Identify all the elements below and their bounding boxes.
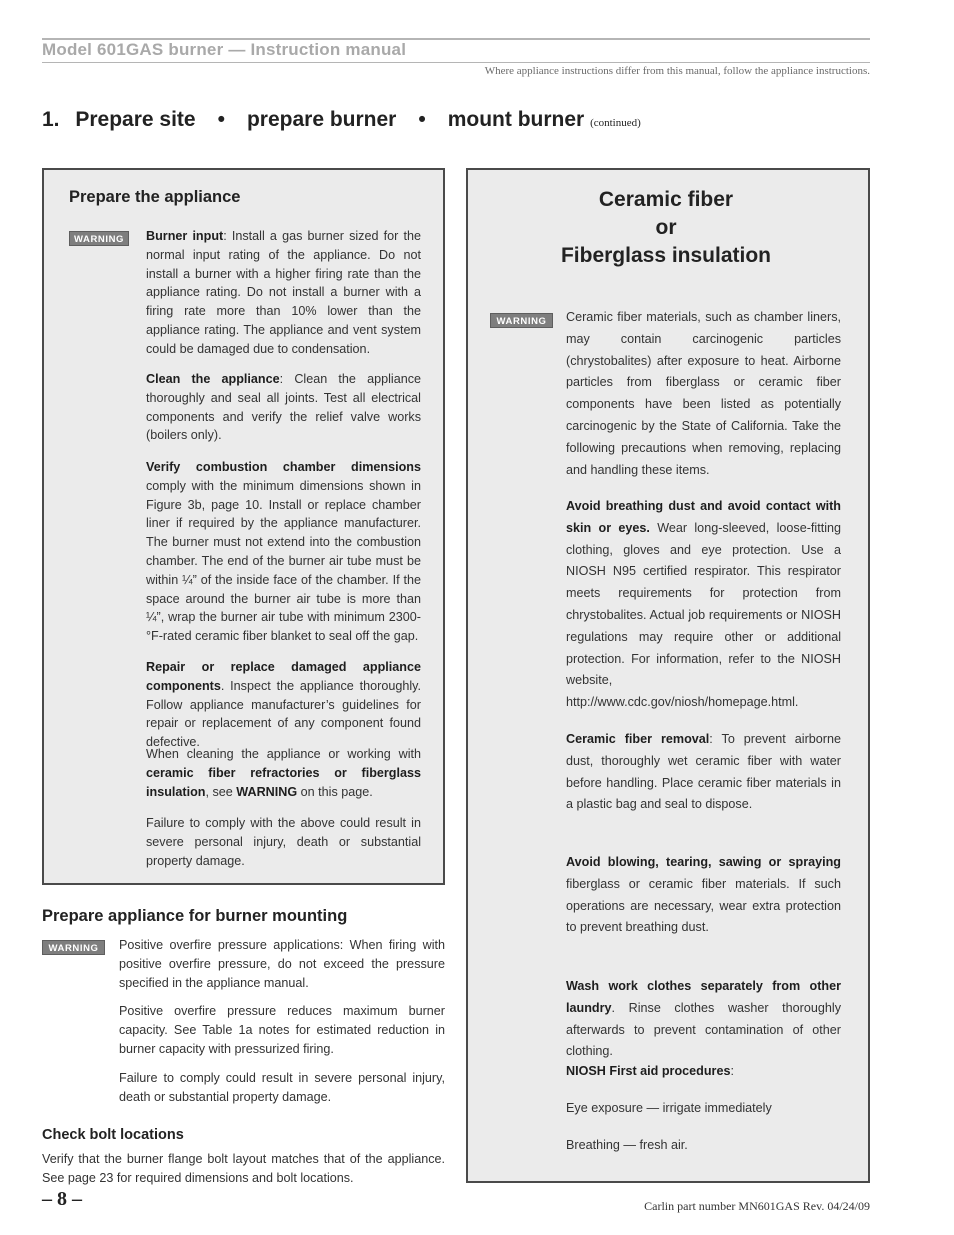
first-aid-paragraph bbox=[566, 1061, 841, 1083]
combustion-chamber-text: comply with the minimum dimensions shown in Figure 3b, page 10. Install or replace chamber liner if required by the appliance manufacturer. The burner must not extend into the combustion chamber. The end of the burner air tube must be within ¼” of the inside face of the chamber. If the space around the burner air tube is more than ¼”, wrap the burner air tube with minimum 2300-°F-rated ceramic fiber blanket to seal off the gap. bbox=[146, 478, 421, 644]
combustion-chamber-label: Verify combustion chamber dimensions bbox=[146, 460, 421, 474]
clean-appliance-label: Clean the appliance bbox=[146, 372, 280, 386]
section-part-2: prepare burner bbox=[246, 108, 397, 131]
warning-badge-mounting: WARNING bbox=[42, 940, 105, 955]
ceramic-cleaning-post: on this page. bbox=[297, 784, 373, 799]
ceramic-cleaning-paragraph bbox=[146, 745, 421, 801]
burner-input-text: : Install a gas burner sized for the normal input rating of the appliance. Do not install a burner with a higher firing rate than the appliance rating. Do not install a burner with a firing rate more than 10% lower than the appliance rating. The appliance and vent system could be damaged due to condensation. bbox=[146, 229, 421, 356]
warning-badge-appliance: WARNING bbox=[69, 231, 129, 246]
ceramic-cleaning-bold: ceramic fiber refractories or fiberglass insulation bbox=[146, 765, 421, 799]
avoid-breathing-label: Avoid breathing dust and avoid contact with skin or eyes. bbox=[566, 499, 841, 535]
failure-warning-paragraph: Failure to comply with the above could result in severe personal injury, death or substantial property damage. bbox=[146, 816, 421, 868]
bolt-locations-text: Verify that the burner flange bolt layout matches that of the appliance. See page 23 for required dimensions and bolt locations. bbox=[42, 1152, 445, 1185]
repair-components-text: . Inspect the appliance thoroughly. Follow appliance manufacturer’s guidelines for repair or replacement of any component found defective. bbox=[146, 678, 421, 750]
combustion-chamber-paragraph bbox=[146, 458, 421, 646]
repair-components-paragraph bbox=[146, 658, 421, 752]
ceramic-fiber-heading-line-1: Ceramic fiber bbox=[598, 188, 734, 211]
section-part-3: mount burner bbox=[447, 108, 585, 131]
header-bottom-rule bbox=[42, 62, 870, 63]
fiber-removal-paragraph bbox=[566, 729, 841, 816]
avoid-breathing-paragraph bbox=[566, 496, 841, 714]
mounting-heading: Prepare appliance for burner mounting bbox=[42, 907, 348, 925]
header-note: Where appliance instructions differ from this manual, follow the appliance instructions. bbox=[484, 65, 870, 77]
ceramic-fiber-heading-line-2: or bbox=[655, 216, 677, 239]
part-number: Carlin part number MN601GAS Rev. 04/24/09 bbox=[644, 1199, 870, 1213]
bolt-locations-heading: Check bolt locations bbox=[42, 1127, 184, 1143]
avoid-breathing-text: Wear long-sleeved, loose-fitting clothing, gloves and eye protection. Use a NIOSH N95 certified respirator. This respirator meets requirements for protection from chrystobalites. Actual job requirements or NIOSH regulations may require other or additional protection. For information, refer to the NIOSH website, http://www.cdc.gov/niosh/homepage.html. bbox=[566, 520, 842, 710]
section-continued: (continued) bbox=[590, 117, 641, 129]
clean-appliance-text: : Clean the appliance thoroughly and seal all joints. Test all electrical components and verify the relief valve works (boilers only). bbox=[146, 372, 421, 443]
eye-exposure-text: Eye exposure — irrigate immediately bbox=[566, 1101, 772, 1115]
repair-components-label: Repair or replace damaged appliance components bbox=[146, 660, 421, 693]
header-title: Model 601GAS burner — Instruction manual bbox=[42, 40, 407, 59]
wash-clothes-label: Wash work clothes separately from other laundry bbox=[566, 979, 841, 1015]
first-aid-colon: : bbox=[730, 1064, 734, 1078]
capacity-reduction-paragraph: Positive overfire pressure reduces maximum burner capacity. See Table 1a notes for estimated reduction in burner capacity with pressurized firing. bbox=[119, 1004, 445, 1056]
burner-input-paragraph bbox=[146, 227, 421, 359]
section-bullet-2: • bbox=[418, 108, 426, 131]
fiber-removal-label: Ceramic fiber removal bbox=[566, 732, 710, 746]
overfire-pressure-paragraph: Positive overfire pressure applications: When firing with positive overfire pressure, do not exceed the pressure specified in the appliance manual. bbox=[119, 938, 445, 990]
section-title bbox=[42, 108, 641, 132]
ceramic-fiber-heading-line-3: Fiberglass insulation bbox=[560, 244, 772, 267]
wash-clothes-text: . Rinse clothes washer thoroughly afterwards to prevent contamination of other clothing. bbox=[566, 1000, 841, 1059]
prepare-appliance-heading: Prepare the appliance bbox=[69, 188, 241, 206]
avoid-blowing-paragraph bbox=[566, 852, 841, 939]
avoid-blowing-text: fiberglass or ceramic fiber materials. If such operations are necessary, wear extra protection to prevent breathing dust. bbox=[566, 876, 841, 935]
mounting-failure-paragraph: Failure to comply could result in severe personal injury, death or substantial property damage. bbox=[119, 1071, 445, 1104]
wash-clothes-paragraph bbox=[566, 976, 841, 1063]
carcinogen-paragraph: Ceramic fiber materials, such as chamber liners, may contain carcinogenic particles (chrystobalites) after exposure to heat. Airborne particles from fiberglass or ceramic fiber components have been listed as potentially carcinogenic by the State of California. Take the following precautions when removing, replacing and handling these items. bbox=[566, 310, 841, 477]
ceramic-cleaning-pre: When cleaning the appliance or working with bbox=[146, 747, 421, 761]
section-bullet-1: • bbox=[217, 108, 225, 131]
first-aid-label: NIOSH First aid procedures bbox=[566, 1064, 731, 1078]
page-number: – 8 – bbox=[42, 1188, 82, 1210]
burner-input-label: Burner input bbox=[146, 229, 224, 243]
warning-badge-ceramic: WARNING bbox=[490, 313, 553, 328]
ceramic-cleaning-warning-ref: WARNING bbox=[236, 784, 298, 799]
avoid-blowing-label: Avoid blowing, tearing, sawing or spraying bbox=[566, 855, 841, 869]
clean-appliance-paragraph bbox=[146, 370, 421, 445]
section-number: 1. bbox=[42, 108, 60, 131]
ceramic-cleaning-mid: , see bbox=[205, 784, 237, 799]
fiber-removal-text: : To prevent airborne dust, thoroughly wet ceramic fiber with water before handling. Place ceramic fiber materials in a plastic bag and seal to dispose. bbox=[566, 732, 841, 812]
breathing-text: Breathing — fresh air. bbox=[566, 1138, 688, 1152]
ceramic-fiber-heading bbox=[466, 186, 866, 270]
section-part-1: Prepare site bbox=[75, 108, 196, 131]
